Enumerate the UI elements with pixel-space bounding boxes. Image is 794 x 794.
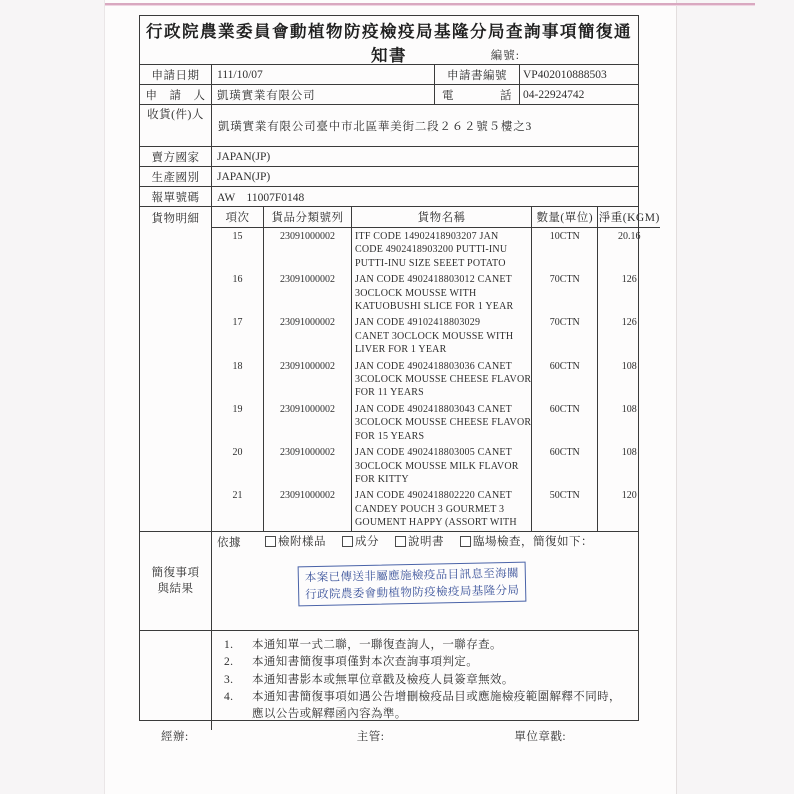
stamp-area	[212, 552, 638, 630]
checkbox-3[interactable]	[395, 533, 444, 549]
note-number: 2.	[224, 656, 234, 669]
serial-number-field	[491, 47, 520, 63]
pink-scan-artifact-soft	[105, 5, 755, 6]
cell-weight: 108	[621, 403, 637, 415]
declaration-number-row	[140, 187, 638, 207]
checkbox-label: 臨場檢查，簡復如下：	[473, 536, 593, 549]
cell-name-line: FOR 15 YEARS	[355, 430, 425, 442]
cell-quantity: 60CTN	[532, 358, 598, 401]
cell-code: 23091000002	[264, 487, 352, 530]
cell-name	[352, 358, 532, 401]
applicant-value: 凱璜實業有限公司	[217, 89, 316, 102]
cell-code: 23091000002	[264, 444, 352, 487]
note-item	[220, 689, 628, 722]
goods-table-body	[212, 228, 660, 531]
consignee-label: 收貨(件)人	[140, 105, 212, 146]
cell-name-line: JAN CODE 4902418803036 CANET	[355, 360, 512, 372]
applicant-row	[140, 85, 638, 105]
table-row	[212, 314, 660, 357]
cell-weight: 20.16	[618, 231, 641, 242]
reply-label-line-2: 與結果	[157, 582, 194, 595]
note-number: 1.	[224, 638, 234, 651]
phone-value: 04-22924742	[523, 88, 585, 101]
consignee-row	[140, 105, 638, 147]
cell-weight: 126	[621, 274, 637, 286]
table-row	[212, 487, 660, 530]
note-item	[220, 637, 628, 654]
checkbox-4[interactable]	[460, 533, 593, 549]
basis-checkbox-line	[212, 532, 638, 552]
cell-item: 17	[212, 314, 264, 357]
stamp-line-1: 本案已傳送非屬應施檢疫品目訊息至海關	[304, 565, 520, 584]
note-number: 4.	[224, 691, 234, 704]
cell-item: 18	[212, 358, 264, 401]
cell-quantity: 70CTN	[532, 314, 598, 357]
table-row	[212, 271, 660, 314]
cell-name-line: JAN CODE 49102418803029	[355, 317, 481, 329]
origin-country-label: 生產國別	[140, 167, 212, 186]
goods-table	[212, 207, 660, 531]
cell-name	[352, 271, 532, 314]
unit-seal-label: 單位章戳:	[514, 731, 567, 743]
cell-code: 23091000002	[264, 401, 352, 444]
declaration-number-label: 報單號碼	[140, 187, 212, 206]
table-row	[212, 444, 660, 487]
cell-weight: 108	[621, 360, 637, 372]
title-band	[140, 16, 638, 65]
page-title: 行政院農業委員會動植物防疫檢疫局基隆分局查詢事項簡復通知書	[146, 22, 632, 65]
cell-quantity: 10CTN	[532, 228, 598, 271]
cell-name-line: 3OCLOCK MOUSSE MILK FLAVOR	[355, 460, 519, 472]
cell-name-line: ITF CODE 14902418903207 JAN	[355, 231, 499, 242]
cell-name	[352, 401, 532, 444]
cell-item: 16	[212, 271, 264, 314]
cell-name-line: JAN CODE 4902418803043 CANET	[355, 403, 512, 415]
goods-detail-section	[140, 207, 660, 531]
phone-label-char-a: 電	[442, 89, 454, 102]
cell-name	[352, 487, 532, 530]
apply-date-value: 111/10/07	[217, 68, 263, 81]
cell-name-line: 3COLOCK MOUSSE CHEESE FLAVOR	[355, 374, 532, 386]
paper-left-edge	[104, 0, 105, 794]
basis-label: 依據	[217, 536, 241, 549]
cell-name-line: KATUOBUSHI SLICE FOR 1 YEAR	[355, 301, 514, 313]
checkbox-label: 成分	[355, 536, 379, 549]
seller-country-row	[140, 147, 638, 167]
checkbox-box-icon[interactable]	[395, 536, 406, 547]
column-header-qty: 數量(單位)	[532, 207, 598, 227]
cell-code: 23091000002	[264, 228, 352, 271]
cell-name-line: JAN CODE 4902418802220 CANET	[355, 490, 512, 502]
cell-name-line: PUTTI-INU SIZE SEEET POTATO	[355, 257, 506, 269]
paper-right-edge	[676, 0, 677, 794]
reply-section-label	[140, 532, 212, 630]
serial-number-label: 編號:	[490, 50, 520, 62]
checkbox-label: 檢附樣品	[278, 536, 326, 549]
cell-name	[352, 228, 532, 271]
cell-name-line: JAN CODE 4902418803005 CANET	[355, 447, 512, 459]
supervisor-signature-label: 主管:	[356, 731, 385, 743]
note-item	[220, 672, 628, 689]
apply-date-label: 申請日期	[140, 65, 212, 84]
table-row	[212, 358, 660, 401]
cell-weight: 126	[621, 317, 637, 329]
apply-no-value: VP402010888503	[523, 68, 607, 81]
phone-label-char-b: 話	[500, 89, 512, 102]
checkbox-1[interactable]	[265, 533, 326, 549]
cell-item: 19	[212, 401, 264, 444]
note-text: 本通知書簡復事項如遇公告增刪檢疫品目或應施檢疫範圍解釋不同時，應以公告或解釋函內容為準。	[252, 691, 621, 720]
checkbox-group	[265, 533, 609, 550]
reply-content	[212, 532, 638, 630]
reply-label-line-1: 簡復事項	[151, 566, 200, 579]
apply-date-row	[140, 65, 638, 85]
cell-code: 23091000002	[264, 358, 352, 401]
notes-spacer	[140, 631, 212, 731]
document-frame	[139, 15, 660, 721]
goods-table-header	[212, 207, 660, 228]
note-number: 3.	[224, 673, 234, 686]
checkbox-box-icon[interactable]	[460, 536, 471, 547]
consignee-value: 凱璜實業有限公司臺中市北區華美街二段２６２號５樓之3	[218, 120, 533, 133]
signature-row	[139, 728, 639, 744]
cell-name	[352, 314, 532, 357]
cell-name-line: CANDEY POUCH 3 GOURMET 3	[355, 503, 505, 515]
stamp-line-2: 行政院農委會動植物防疫檢疫局基隆分局	[305, 581, 520, 601]
cell-name-line: JAN CODE 4902418803012 CANET	[355, 274, 512, 286]
column-header-name: 貨物名稱	[352, 207, 532, 227]
note-text: 本通知書簡復事項僅對本次查詢事項判定。	[252, 656, 479, 669]
cell-name-line: 3COLOCK MOUSSE CHEESE FLAVOR	[355, 417, 532, 429]
note-text: 本通知單一式二聯，一聯復查詢人，一聯存查。	[252, 638, 502, 651]
cell-name-line: CANET 3OCLOCK MOUSSE WITH	[355, 330, 514, 342]
cell-code: 23091000002	[264, 271, 352, 314]
cell-quantity: 60CTN	[532, 401, 598, 444]
notes-section	[140, 630, 638, 731]
cell-weight: 120	[621, 490, 637, 502]
clearance-stamp	[298, 561, 527, 606]
checkbox-label: 說明書	[408, 536, 444, 549]
cell-name-line: FOR 11 YEARS	[355, 387, 424, 399]
cell-item: 20	[212, 444, 264, 487]
reply-section	[140, 531, 638, 630]
cell-item: 21	[212, 487, 264, 530]
seller-country-value: JAPAN(JP)	[217, 150, 271, 163]
column-header-weight: 淨重(KGM)	[598, 212, 660, 224]
cell-name-line: GOUMENT HAPPY (ASSORT WITH	[355, 517, 517, 529]
column-header-code: 貨品分類號列	[264, 207, 352, 227]
cell-weight: 108	[621, 447, 637, 459]
table-row	[212, 401, 660, 444]
clerk-signature-label: 經辦:	[161, 731, 189, 743]
table-row	[212, 228, 660, 271]
cell-item: 15	[212, 228, 264, 271]
cell-name-line: CODE 4902418903200 PUTTI-INU	[355, 244, 508, 256]
declaration-number-value: AW 11007F0148	[217, 191, 305, 204]
note-item	[220, 654, 628, 671]
cell-name-line: 3OCLOCK MOUSSE WITH	[355, 287, 477, 299]
notes-list	[212, 631, 638, 731]
checkbox-box-icon[interactable]	[265, 536, 276, 547]
origin-country-value: JAPAN(JP)	[217, 170, 271, 183]
cell-quantity: 60CTN	[532, 444, 598, 487]
apply-no-label: 申請書編號	[434, 65, 520, 84]
checkbox-2[interactable]	[342, 533, 379, 549]
cell-name-line: FOR KITTY	[355, 473, 409, 485]
checkbox-box-icon[interactable]	[342, 536, 353, 547]
origin-country-row	[140, 167, 638, 187]
goods-detail-label: 貨物明細	[140, 207, 212, 531]
cell-quantity: 70CTN	[532, 271, 598, 314]
seller-country-label: 賣方國家	[140, 147, 212, 166]
cell-name	[352, 444, 532, 487]
column-header-item: 項次	[212, 207, 264, 227]
cell-name-line: LIVER FOR 1 YEAR	[355, 344, 447, 356]
cell-code: 23091000002	[264, 314, 352, 357]
phone-label	[434, 85, 520, 104]
applicant-label: 申 請 人	[140, 85, 212, 104]
cell-quantity: 50CTN	[532, 487, 598, 530]
note-text: 本通知書影本或無單位章戳及檢疫人員簽章無效。	[252, 673, 514, 686]
